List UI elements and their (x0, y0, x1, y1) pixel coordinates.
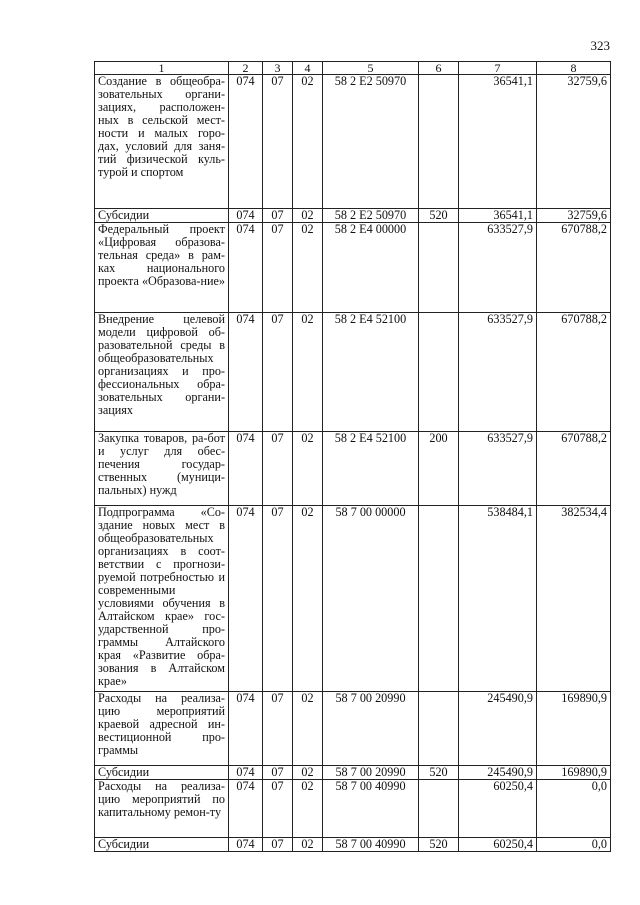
row-name: Субсидии (95, 838, 229, 852)
column-header: 7 (459, 62, 537, 75)
cell-admin-code: 074 (229, 75, 263, 209)
column-header: 3 (263, 62, 293, 75)
column-header: 4 (293, 62, 323, 75)
cell-amount-year2: 32759,6 (537, 209, 611, 223)
cell-expense-type (419, 313, 459, 432)
cell-amount-year1: 633527,9 (459, 313, 537, 432)
cell-target-article: 58 2 E2 50970 (323, 75, 419, 209)
cell-expense-type: 520 (419, 209, 459, 223)
cell-admin-code: 074 (229, 692, 263, 766)
row-name: Создание в общеобра-зовательных органи-зациях, расположен-ных в сельской мест-ности и малых горо-дах, условий для заня-тий физической куль-турой и спортом (95, 75, 229, 209)
cell-admin-code: 074 (229, 223, 263, 313)
cell-admin-code: 074 (229, 313, 263, 432)
cell-target-article: 58 2 E2 50970 (323, 209, 419, 223)
table-row (95, 506, 611, 692)
cell-subsection: 02 (293, 838, 323, 852)
cell-amount-year2: 382534,4 (537, 506, 611, 692)
cell-section: 07 (263, 506, 293, 692)
cell-target-article: 58 7 00 40990 (323, 780, 419, 838)
column-header: 8 (537, 62, 611, 75)
cell-admin-code: 074 (229, 838, 263, 852)
row-name: Субсидии (95, 209, 229, 223)
cell-amount-year1: 633527,9 (459, 223, 537, 313)
table-row (95, 75, 611, 209)
cell-target-article: 58 7 00 00000 (323, 506, 419, 692)
cell-expense-type (419, 692, 459, 766)
cell-expense-type: 520 (419, 838, 459, 852)
cell-expense-type (419, 506, 459, 692)
cell-subsection: 02 (293, 75, 323, 209)
table-header-row (95, 62, 611, 75)
cell-target-article: 58 7 00 20990 (323, 766, 419, 780)
cell-amount-year2: 0,0 (537, 838, 611, 852)
row-name: Подпрограмма «Со-здание новых мест в общеобразовательных организациях в соот-ветствии с прогнози-руемой потребностью и современными условиями обучения в Алтайском крае» гос-ударственной про-граммы Алтайского края «Развитие обра-зования в Алтайском крае» (95, 506, 229, 692)
row-name: Внедрение целевой модели цифровой об-разовательной среды в общеобразовательных организациях и про-фессиональных обра-зовательных органи-зациях (95, 313, 229, 432)
cell-target-article: 58 7 00 40990 (323, 838, 419, 852)
cell-section: 07 (263, 838, 293, 852)
cell-admin-code: 074 (229, 506, 263, 692)
cell-section: 07 (263, 692, 293, 766)
row-name: Субсидии (95, 766, 229, 780)
cell-amount-year2: 169890,9 (537, 766, 611, 780)
cell-section: 07 (263, 780, 293, 838)
page-number: 323 (590, 38, 610, 53)
cell-subsection: 02 (293, 780, 323, 838)
cell-amount-year1: 60250,4 (459, 838, 537, 852)
cell-amount-year2: 0,0 (537, 780, 611, 838)
cell-amount-year2: 169890,9 (537, 692, 611, 766)
row-name: Федеральный проект «Цифровая образова-тельная среда» в рам-ках национального проекта «Образова-ние» (95, 223, 229, 313)
cell-section: 07 (263, 766, 293, 780)
cell-section: 07 (263, 313, 293, 432)
cell-amount-year2: 670788,2 (537, 313, 611, 432)
row-name: Закупка товаров, ра-бот и услуг для обес-печения государ-ственных (муници-пальных) нужд (95, 432, 229, 506)
cell-amount-year1: 245490,9 (459, 766, 537, 780)
cell-amount-year1: 36541,1 (459, 209, 537, 223)
cell-admin-code: 074 (229, 780, 263, 838)
cell-admin-code: 074 (229, 766, 263, 780)
table-row (95, 209, 611, 223)
column-header: 5 (323, 62, 419, 75)
cell-amount-year2: 32759,6 (537, 75, 611, 209)
column-header: 2 (229, 62, 263, 75)
table-row (95, 766, 611, 780)
cell-expense-type: 200 (419, 432, 459, 506)
cell-target-article: 58 2 E4 52100 (323, 432, 419, 506)
row-name: Расходы на реализа-цию мероприятий по капитальному ремон-ту (95, 780, 229, 838)
cell-expense-type (419, 223, 459, 313)
cell-expense-type (419, 780, 459, 838)
table-row (95, 313, 611, 432)
cell-section: 07 (263, 223, 293, 313)
table-row (95, 692, 611, 766)
cell-target-article: 58 7 00 20990 (323, 692, 419, 766)
column-header: 1 (95, 62, 229, 75)
cell-amount-year2: 670788,2 (537, 223, 611, 313)
cell-subsection: 02 (293, 766, 323, 780)
cell-subsection: 02 (293, 313, 323, 432)
cell-expense-type (419, 75, 459, 209)
cell-section: 07 (263, 75, 293, 209)
cell-amount-year1: 245490,9 (459, 692, 537, 766)
cell-subsection: 02 (293, 223, 323, 313)
cell-admin-code: 074 (229, 209, 263, 223)
table-row (95, 223, 611, 313)
row-name: Расходы на реализа-цию мероприятий краевой адресной ин-вестиционной про-граммы (95, 692, 229, 766)
cell-admin-code: 074 (229, 432, 263, 506)
budget-table (94, 61, 611, 852)
cell-subsection: 02 (293, 432, 323, 506)
table-row (95, 838, 611, 852)
cell-amount-year1: 538484,1 (459, 506, 537, 692)
cell-amount-year1: 60250,4 (459, 780, 537, 838)
table-row (95, 780, 611, 838)
cell-section: 07 (263, 209, 293, 223)
cell-target-article: 58 2 E4 00000 (323, 223, 419, 313)
table-row (95, 432, 611, 506)
cell-amount-year1: 36541,1 (459, 75, 537, 209)
cell-expense-type: 520 (419, 766, 459, 780)
cell-amount-year1: 633527,9 (459, 432, 537, 506)
cell-subsection: 02 (293, 692, 323, 766)
cell-subsection: 02 (293, 506, 323, 692)
cell-target-article: 58 2 E4 52100 (323, 313, 419, 432)
column-header: 6 (419, 62, 459, 75)
cell-subsection: 02 (293, 209, 323, 223)
cell-section: 07 (263, 432, 293, 506)
cell-amount-year2: 670788,2 (537, 432, 611, 506)
